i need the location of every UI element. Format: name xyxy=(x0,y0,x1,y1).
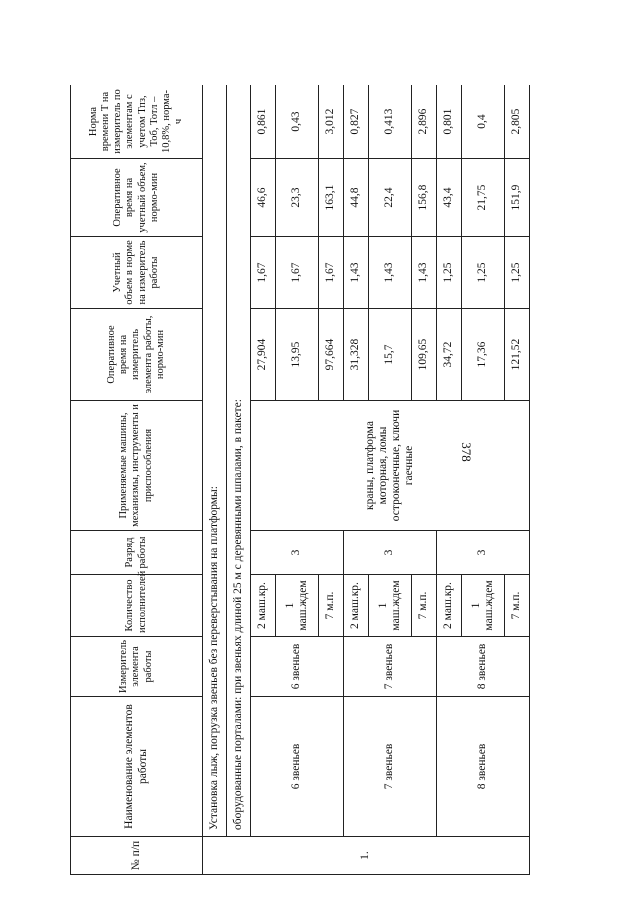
performer: 7 м.п. xyxy=(319,575,344,637)
count-volume: 1,25 xyxy=(504,237,529,309)
element-meter: 7 звеньев xyxy=(343,637,436,697)
grade: 3 xyxy=(436,531,529,575)
performer: 2 маш.кр. xyxy=(343,575,368,637)
norm-time: 2,805 xyxy=(504,85,529,159)
op-time-meter: 17,36 xyxy=(461,309,504,401)
count-volume: 1,25 xyxy=(461,237,504,309)
op-time-volume: 151,9 xyxy=(504,159,529,237)
grade: 3 xyxy=(251,531,344,575)
count-volume: 1,43 xyxy=(368,237,411,309)
grade: 3 xyxy=(343,531,436,575)
count-volume: 1,25 xyxy=(436,237,461,309)
header-no: № п/п xyxy=(71,837,203,875)
op-time-volume: 156,8 xyxy=(411,159,436,237)
op-time-meter: 109,65 xyxy=(411,309,436,401)
op-time-volume: 46,6 xyxy=(251,159,276,237)
op-time-volume: 163,1 xyxy=(319,159,344,237)
norm-time: 0,827 xyxy=(343,85,368,159)
subsection-title: оборудованные порталами: при звеньях длиной 25 м с деревянными шпалами, в пакете: xyxy=(227,85,251,837)
header-machines: Применяемые машины, механизмы, инструменты и приспособления xyxy=(71,401,203,531)
count-volume: 1,43 xyxy=(411,237,436,309)
performer: 1 маш.ждем xyxy=(461,575,504,637)
norms-table xyxy=(70,85,530,875)
op-time-volume: 23,3 xyxy=(275,159,318,237)
header-op-time-volume: Оперативное время на учетный объем, нормо-мин xyxy=(71,159,203,237)
norm-time: 3,012 xyxy=(319,85,344,159)
element-name: 6 звеньев xyxy=(251,697,344,837)
header-norm-time: Норма времени Т на измеритель по элементам с учетом Тпз, Тоб, Тотл – 10,8%, норма-ч xyxy=(71,85,203,159)
header-performers: Количество исполнителей xyxy=(71,575,203,637)
performer: 1 маш.ждем xyxy=(275,575,318,637)
norm-time: 0,861 xyxy=(251,85,276,159)
page-number: 378 xyxy=(459,442,474,462)
count-volume: 1,67 xyxy=(251,237,276,309)
op-time-meter: 121,52 xyxy=(504,309,529,401)
norms-table-container xyxy=(70,85,530,875)
op-time-volume: 21,75 xyxy=(461,159,504,237)
norm-time: 0,413 xyxy=(368,85,411,159)
op-time-meter: 15,7 xyxy=(368,309,411,401)
performer: 2 маш.кр. xyxy=(436,575,461,637)
norm-time: 0,4 xyxy=(461,85,504,159)
op-time-volume: 43,4 xyxy=(436,159,461,237)
header-meter: Измеритель элемента работы xyxy=(71,637,203,697)
machines: краны, платформа моторная, ломы остроконечные, ключи гаечные xyxy=(251,401,530,531)
op-time-meter: 13,95 xyxy=(275,309,318,401)
header-count-volume: Учетный объем в норме на измеритель работы xyxy=(71,237,203,309)
header-op-time-meter: Оперативное время на измеритель элемента работы, нормо-мин xyxy=(71,309,203,401)
item-number: 1. xyxy=(203,837,530,875)
element-meter: 8 звеньев xyxy=(436,637,529,697)
table-row xyxy=(251,85,276,875)
count-volume: 1,67 xyxy=(275,237,318,309)
section-row xyxy=(203,85,227,875)
norm-time: 2,896 xyxy=(411,85,436,159)
op-time-volume: 44,8 xyxy=(343,159,368,237)
op-time-meter: 97,664 xyxy=(319,309,344,401)
subsection-row xyxy=(227,85,251,875)
performer: 2 маш.кр. xyxy=(251,575,276,637)
norm-time: 0,43 xyxy=(275,85,318,159)
op-time-volume: 22,4 xyxy=(368,159,411,237)
element-name: 8 звеньев xyxy=(436,697,529,837)
norm-time: 0,801 xyxy=(436,85,461,159)
performer: 7 м.п. xyxy=(504,575,529,637)
performer: 7 м.п. xyxy=(411,575,436,637)
op-time-meter: 31,328 xyxy=(343,309,368,401)
op-time-meter: 34,72 xyxy=(436,309,461,401)
element-name: 7 звеньев xyxy=(343,697,436,837)
count-volume: 1,43 xyxy=(343,237,368,309)
performer: 1 маш.ждем xyxy=(368,575,411,637)
header-grade: Разряд работы xyxy=(71,531,203,575)
header-row xyxy=(71,85,203,875)
header-name: Наименование элементов работы xyxy=(71,697,203,837)
element-meter: 6 звеньев xyxy=(251,637,344,697)
count-volume: 1,67 xyxy=(319,237,344,309)
op-time-meter: 27,904 xyxy=(251,309,276,401)
section-title: Установка лыж, погрузка звеньев без переверстывания на платформы: xyxy=(203,85,227,837)
